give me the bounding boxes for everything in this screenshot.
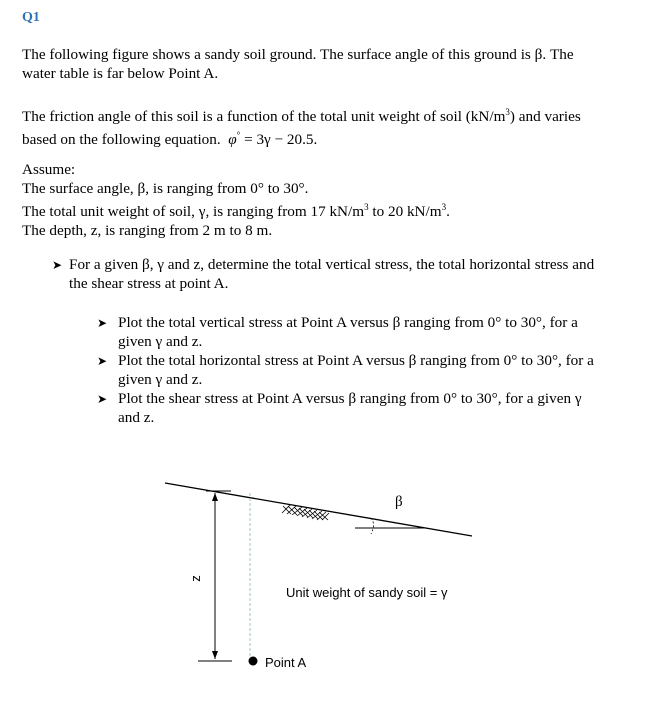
equation-degree: ° <box>236 130 241 141</box>
sub-bullet-line-2: and z. <box>118 409 155 426</box>
arrow-bullet-icon: ➤ <box>52 258 63 272</box>
assume-unit-weight: The total unit weight of soil, γ, is ranging from 17 $kN/m^3$ to 20 $kN/m^3$. <box>22 202 450 221</box>
assume-depth: The depth, z, is ranging from 2 m to 8 m. <box>22 222 273 240</box>
depth-z-label: z <box>187 575 203 582</box>
equation-phi: φ <box>228 131 237 149</box>
point-a-label: Point A <box>265 655 307 670</box>
arrow-bullet-icon: ➤ <box>97 316 108 330</box>
arrow-down-icon <box>212 651 218 659</box>
friction-line-1: The friction angle of this soil is a function of the total unit weight of soil $(kN/m^3)$ and varies <box>22 107 581 126</box>
beta-label: β <box>395 494 403 510</box>
arrow-bullet-icon: ➤ <box>97 354 108 368</box>
point-a-marker-icon <box>249 657 258 666</box>
main-bullet-line-2: the shear stress at point A. <box>69 275 229 292</box>
intro-line-1: The following figure shows a sandy soil ground. The surface angle of this ground is β. The <box>22 46 574 63</box>
unit-weight-label: Unit weight of sandy soil = γ <box>286 585 448 600</box>
sub-bullet-line-1: Plot the shear stress at Point A versus β ranging from 0° to 30°, for a given γ <box>118 390 582 407</box>
equation-rhs: = 3γ − 20.5. <box>240 131 318 149</box>
sub-bullet-line-1: Plot the total vertical stress at Point A versus β ranging from 0° to 30°, for a <box>118 314 578 331</box>
main-bullet-line-1: For a given β, γ and z, determine the total vertical stress, the total horizontal stress and <box>69 256 595 273</box>
sub-bullet-line-2: given γ and z. <box>118 333 203 350</box>
arrow-bullet-icon: ➤ <box>97 392 108 406</box>
assume-surface-angle: The surface angle, β, is ranging from 0° to 30°. <box>22 180 309 197</box>
superscript-three: 3 <box>505 107 510 117</box>
intro-line-2: water table is far below Point A. <box>22 65 219 82</box>
friction-line-2: based on the following equation. φ° = 3γ − 20.5. <box>22 130 318 149</box>
assume-heading: Assume: <box>22 161 76 178</box>
sub-bullet-line-2: given γ and z. <box>118 371 203 388</box>
angle-arc <box>371 518 374 534</box>
arrow-up-icon <box>212 493 218 501</box>
question-title: Q1 <box>22 10 40 25</box>
sub-bullet-line-1: Plot the total horizontal stress at Point A versus β ranging from 0° to 30°, for a <box>118 352 594 369</box>
